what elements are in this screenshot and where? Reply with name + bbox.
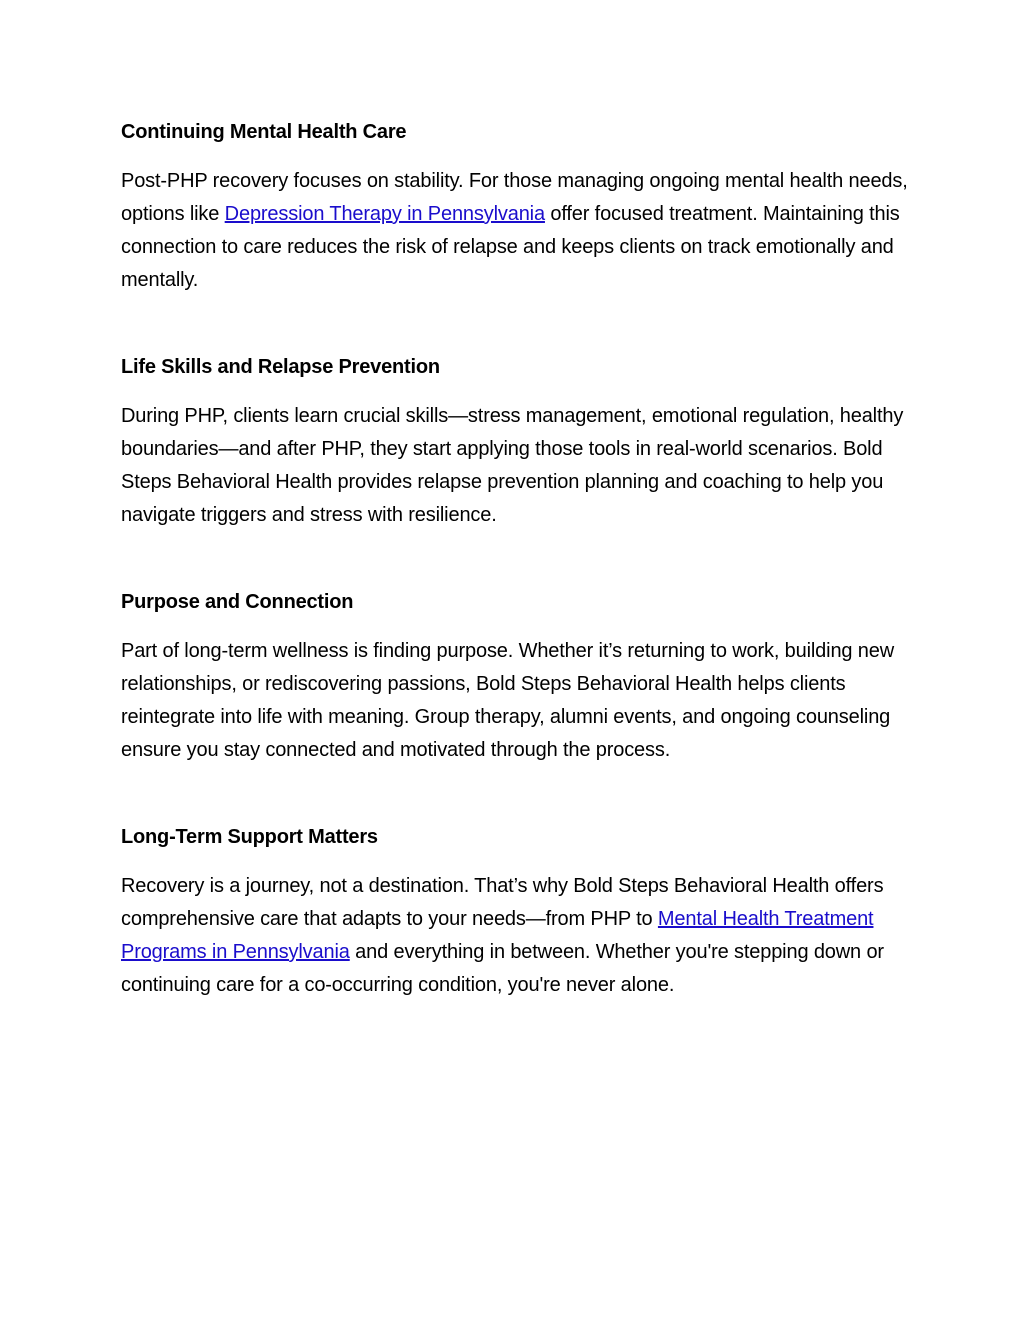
document-page — [121, 116, 921, 1056]
section-paragraph — [121, 165, 921, 297]
section-paragraph: Part of long-term wellness is finding purpose. Whether it’s returning to work, building new relationships, or rediscovering passions, Bold Steps Behavioral Health helps clients reintegrate into life with meaning. Group therapy, alumni events, and ongoing counseling ensure you stay connected and motivated through the process. — [121, 640, 895, 761]
section-heading: Life Skills and Relapse Prevention — [121, 356, 440, 378]
section-long-term-support — [121, 821, 921, 1002]
section-heading: Long-Term Support Matters — [121, 826, 378, 848]
section-heading: Purpose and Connection — [121, 591, 354, 613]
mental-health-programs-link[interactable]: Mental Health Treatment Programs in Pennsylvania — [121, 908, 874, 963]
paragraph-text: and everything in between. Whether you're stepping down or continuing care for a co-occurring condition, you're never alone. — [121, 941, 884, 996]
paragraph-text: offer focused treatment. Maintaining this connection to care reduces the risk of relapse and keeps clients on track emotionally and mentally. — [121, 203, 900, 291]
section-life-skills — [121, 351, 921, 532]
section-heading: Continuing Mental Health Care — [121, 121, 407, 143]
paragraph-text: Post-PHP recovery focuses on stability. For those managing ongoing mental health needs, options like — [121, 170, 908, 225]
section-paragraph: During PHP, clients learn crucial skills—stress management, emotional regulation, healthy boundaries—and after PHP, they start applying those tools in real-world scenarios. Bold Steps Behavioral Health provides relapse prevention planning and coaching to help you navigate triggers and stress with resilience. — [121, 405, 904, 526]
section-purpose — [121, 586, 921, 767]
section-continuing-care — [121, 116, 921, 297]
section-paragraph — [121, 870, 921, 1002]
depression-therapy-link[interactable]: Depression Therapy in Pennsylvania — [224, 203, 545, 225]
paragraph-text: Recovery is a journey, not a destination. That’s why Bold Steps Behavioral Health offers comprehensive care that adapts to your needs—from PHP to — [121, 875, 884, 930]
